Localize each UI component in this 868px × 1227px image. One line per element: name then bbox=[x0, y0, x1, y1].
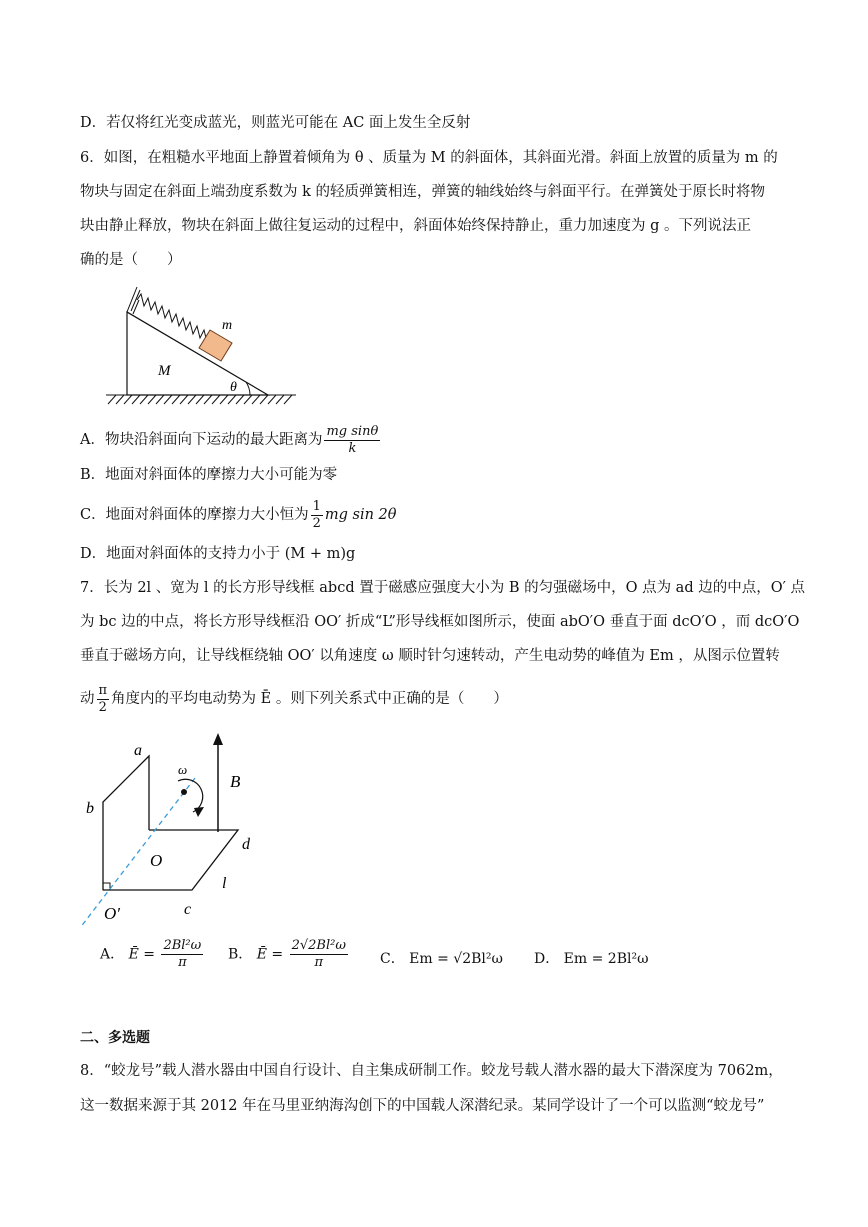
q7-option-b-label: B． bbox=[228, 946, 253, 963]
label-l: l bbox=[222, 875, 227, 892]
q7-fraction-denominator: 2 bbox=[98, 699, 107, 715]
magnetic-field-arrowhead bbox=[213, 733, 223, 745]
axis-dot bbox=[181, 789, 187, 795]
q6-incline-figure bbox=[100, 280, 310, 410]
label-d: d bbox=[242, 836, 250, 853]
q6-stem-line-3: 块由静止释放，物块在斜面上做往复运动的过程中，斜面体始终保持静止，重力加速度为 g 。下列说法正 bbox=[80, 218, 751, 234]
q6-option-b: B．地面对斜面体的摩擦力大小可能为零 bbox=[80, 467, 338, 483]
q7-stem-line-4-pre: 动 bbox=[80, 691, 95, 707]
q5-option-d: D．若仅将红光变成蓝光，则蓝光可能在 AC 面上发生全反射 bbox=[80, 115, 471, 131]
q6-option-a-denominator: k bbox=[348, 440, 357, 456]
block-m bbox=[199, 330, 232, 361]
ground-hatch bbox=[106, 395, 296, 404]
q7-option-a-lhs: Ē = bbox=[128, 946, 155, 963]
label-a: a bbox=[134, 742, 142, 759]
q6-option-a-text: A．物块沿斜面向下运动的最大距离为 bbox=[80, 432, 323, 448]
q7-stem-line-1: 7．长为 2l 、宽为 l 的长方形导线框 abcd 置于磁感应强度大小为 B 的匀强磁场中，O 点为 ad 边的中点，O′ 点 bbox=[80, 580, 806, 596]
q8-stem-line-2: 这一数据来源于其 2012 年在马里亚纳海沟创下的中国载人深潜纪录。某同学设计了一个可以监测“蛟龙号” bbox=[80, 1098, 765, 1114]
right-angle-mark bbox=[103, 883, 110, 890]
q7-stem-line-3: 垂直于磁场方向，让导线框绕轴 OO′ 以角速度 ω 顺时针匀速转动，产生电动势的峰值为 Em ，从图示位置转 bbox=[80, 648, 780, 664]
label-c: c bbox=[184, 901, 192, 918]
q7-option-a-denominator: π bbox=[178, 955, 187, 970]
wall-bracket bbox=[127, 287, 140, 314]
q7-fraction-numerator: π bbox=[98, 682, 108, 698]
q6-option-c-text: C．地面对斜面体的摩擦力大小恒为 bbox=[80, 507, 309, 523]
q7-stem-line-4 bbox=[80, 680, 508, 718]
q7-pi-over-2-fraction bbox=[97, 683, 110, 716]
q7-option-b-numerator: 2√2Bl²ω bbox=[291, 938, 346, 953]
q6-option-a-numerator: mg sinθ bbox=[326, 423, 379, 439]
q7-option-b-lhs: Ē = bbox=[256, 946, 284, 963]
q6-option-a-fraction bbox=[324, 424, 380, 457]
label-O: O bbox=[150, 851, 163, 870]
q6-option-c-fraction bbox=[311, 499, 323, 532]
q6-stem-line-1: 6．如图，在粗糙水平地面上静置着倾角为 θ 、质量为 M 的斜面体，其斜面光滑。斜面上放置的质量为 m 的 bbox=[80, 150, 778, 166]
horizontal-face-dcO'O bbox=[103, 830, 238, 890]
vertical-face-abO'O bbox=[103, 756, 149, 890]
q7-option-c: C． Em = √2Bl²ω bbox=[380, 951, 503, 967]
q6-option-d: D．地面对斜面体的支持力小于 (M + m)g bbox=[80, 546, 356, 562]
q7-stem-line-4-post: 角度内的平均电动势为 Ē 。则下列关系式中正确的是（ ） bbox=[111, 691, 508, 707]
q7-option-a-fraction bbox=[161, 938, 203, 971]
q8-stem-line-1: 8．“蛟龙号”载人潜水器由中国自行设计、自主集成研制工作。蛟龙号载人潜水器的最大下潜深度为 7062m， bbox=[80, 1063, 783, 1079]
q7-stem-line-2: 为 bc 边的中点，将长方形导线框沿 OO′ 折成“L”形导线框如图所示，使面 abO′O 垂直于面 dcO′O ，而 dcO′O bbox=[80, 614, 800, 630]
q6-option-a bbox=[80, 423, 382, 457]
label-B: B bbox=[230, 772, 241, 791]
label-O-prime: O′ bbox=[104, 904, 120, 923]
q6-stem-line-2: 物块与固定在斜面上端劲度系数为 k 的轻质弹簧相连，弹簧的轴线始终与斜面平行。在弹簧处于原长时将物 bbox=[80, 184, 766, 200]
q6-option-c-tail: mg sin 2θ bbox=[324, 507, 397, 523]
rotation-axis-OO' bbox=[80, 778, 195, 928]
section-title-multiple-choice: 二、多选题 bbox=[80, 1030, 150, 1046]
q7-option-a-numerator: 2Bl²ω bbox=[163, 938, 202, 953]
q7-option-a-label: A． bbox=[100, 946, 125, 963]
q7-frame-figure bbox=[70, 728, 290, 933]
label-omega: ω bbox=[178, 762, 188, 777]
q6-option-c-numerator: 1 bbox=[312, 498, 321, 514]
q7-option-d: D． Em = 2Bl²ω bbox=[534, 951, 649, 967]
label-b: b bbox=[86, 800, 94, 817]
q6-option-c bbox=[80, 498, 397, 532]
q6-option-c-denominator: 2 bbox=[312, 515, 321, 531]
label-M: M bbox=[158, 363, 171, 379]
q7-option-a bbox=[100, 938, 205, 971]
rotation-arrowhead bbox=[194, 807, 204, 817]
label-theta: θ bbox=[230, 380, 237, 395]
q6-stem-line-4: 确的是（ ） bbox=[80, 252, 182, 268]
q7-option-b bbox=[228, 938, 350, 971]
label-m: m bbox=[222, 318, 233, 333]
q7-option-b-denominator: π bbox=[314, 955, 324, 970]
q7-option-b-fraction bbox=[290, 938, 348, 971]
spring bbox=[137, 294, 210, 342]
